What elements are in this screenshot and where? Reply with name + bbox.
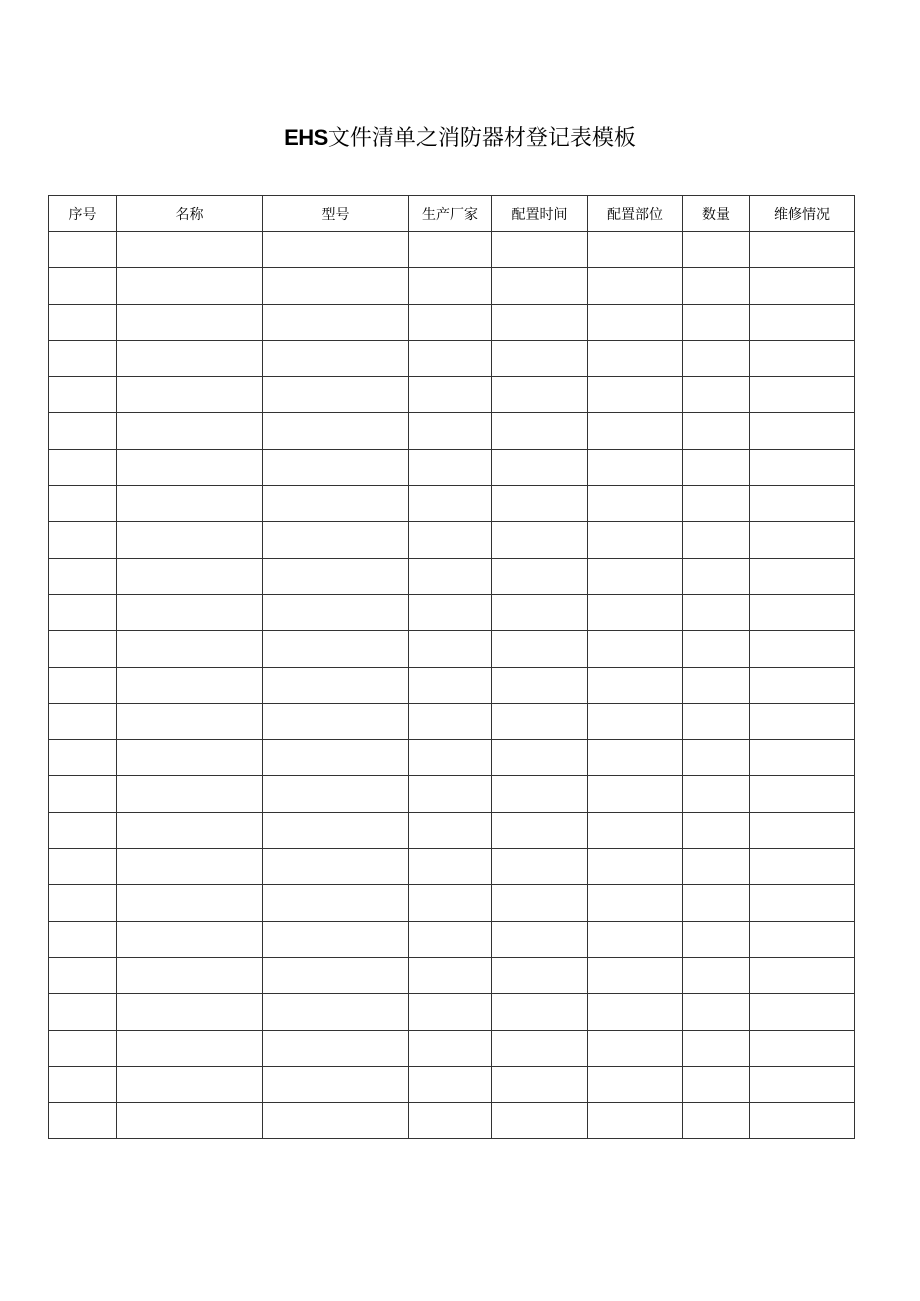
table-cell xyxy=(683,304,750,340)
table-cell xyxy=(492,558,588,594)
table-cell xyxy=(263,631,409,667)
table-cell xyxy=(750,776,855,812)
table-cell xyxy=(683,994,750,1030)
table-cell xyxy=(588,631,683,667)
table-cell xyxy=(117,849,263,885)
table-cell xyxy=(409,340,492,376)
table-cell xyxy=(683,849,750,885)
table-row xyxy=(49,558,855,594)
header-manufacturer: 生产厂家 xyxy=(409,196,492,232)
table-cell xyxy=(263,776,409,812)
table-cell xyxy=(117,486,263,522)
table-cell xyxy=(409,304,492,340)
table-cell xyxy=(492,812,588,848)
table-row xyxy=(49,522,855,558)
table-cell xyxy=(49,268,117,304)
table-cell xyxy=(117,631,263,667)
table-cell xyxy=(750,849,855,885)
table-cell xyxy=(683,957,750,993)
table-row xyxy=(49,1066,855,1102)
table-cell xyxy=(750,340,855,376)
table-cell xyxy=(492,304,588,340)
table-cell xyxy=(263,1030,409,1066)
table-row xyxy=(49,340,855,376)
table-cell xyxy=(263,594,409,630)
table-cell xyxy=(49,594,117,630)
table-cell xyxy=(750,232,855,268)
table-cell xyxy=(263,667,409,703)
table-cell xyxy=(683,1030,750,1066)
table-row xyxy=(49,1103,855,1139)
table-cell xyxy=(683,631,750,667)
table-cell xyxy=(117,594,263,630)
table-cell xyxy=(588,486,683,522)
table-cell xyxy=(683,413,750,449)
table-cell xyxy=(750,304,855,340)
table-cell xyxy=(750,703,855,739)
table-cell xyxy=(409,740,492,776)
table-cell xyxy=(588,340,683,376)
table-cell xyxy=(492,449,588,485)
table-cell xyxy=(263,522,409,558)
header-quantity: 数量 xyxy=(683,196,750,232)
table-cell xyxy=(683,921,750,957)
table-cell xyxy=(409,522,492,558)
table-cell xyxy=(588,1066,683,1102)
table-row xyxy=(49,994,855,1030)
table-cell xyxy=(49,377,117,413)
table-cell xyxy=(49,812,117,848)
table-cell xyxy=(683,268,750,304)
table-cell xyxy=(409,885,492,921)
table-cell xyxy=(263,703,409,739)
table-cell xyxy=(750,268,855,304)
table-cell xyxy=(492,340,588,376)
table-cell xyxy=(409,1066,492,1102)
table-cell xyxy=(117,232,263,268)
table-cell xyxy=(588,522,683,558)
table-cell xyxy=(49,740,117,776)
table-cell xyxy=(492,885,588,921)
table-header-row xyxy=(49,196,855,232)
header-model: 型号 xyxy=(263,196,409,232)
table-cell xyxy=(263,377,409,413)
table-cell xyxy=(49,522,117,558)
table-cell xyxy=(49,921,117,957)
title-main: 文件清单之消防器材登记表模板 xyxy=(327,126,636,151)
table-cell xyxy=(49,1030,117,1066)
table-cell xyxy=(588,776,683,812)
table-cell xyxy=(750,631,855,667)
table-cell xyxy=(49,232,117,268)
title-prefix: EHS xyxy=(284,125,328,150)
table-cell xyxy=(588,703,683,739)
table-cell xyxy=(49,667,117,703)
table-row xyxy=(49,486,855,522)
table-cell xyxy=(409,1103,492,1139)
table-cell xyxy=(492,486,588,522)
table-cell xyxy=(409,776,492,812)
table-cell xyxy=(117,449,263,485)
table-cell xyxy=(492,740,588,776)
table-cell xyxy=(683,703,750,739)
table-cell xyxy=(588,740,683,776)
table-row xyxy=(49,740,855,776)
table-cell xyxy=(492,921,588,957)
table-cell xyxy=(683,594,750,630)
table-cell xyxy=(588,449,683,485)
table-row xyxy=(49,667,855,703)
table-cell xyxy=(117,268,263,304)
table-cell xyxy=(117,1066,263,1102)
table-cell xyxy=(588,921,683,957)
table-cell xyxy=(492,667,588,703)
table-row xyxy=(49,957,855,993)
table-cell xyxy=(117,994,263,1030)
table-cell xyxy=(683,667,750,703)
table-cell xyxy=(409,413,492,449)
table-cell xyxy=(750,740,855,776)
table-cell xyxy=(750,486,855,522)
table-row xyxy=(49,413,855,449)
table-cell xyxy=(49,449,117,485)
table-cell xyxy=(49,413,117,449)
table-row xyxy=(49,703,855,739)
table-cell xyxy=(492,232,588,268)
table-cell xyxy=(683,232,750,268)
table-cell xyxy=(588,667,683,703)
table-cell xyxy=(683,776,750,812)
table-cell xyxy=(409,957,492,993)
table-row xyxy=(49,449,855,485)
table-cell xyxy=(750,994,855,1030)
table-cell xyxy=(683,340,750,376)
table-cell xyxy=(588,1030,683,1066)
table-cell xyxy=(492,849,588,885)
table-cell xyxy=(49,776,117,812)
table-cell xyxy=(117,957,263,993)
table-cell xyxy=(750,522,855,558)
table-cell xyxy=(750,594,855,630)
table-cell xyxy=(263,232,409,268)
table-cell xyxy=(588,377,683,413)
table-cell xyxy=(588,594,683,630)
table-row xyxy=(49,377,855,413)
table-cell xyxy=(588,304,683,340)
table-cell xyxy=(49,631,117,667)
table-cell xyxy=(492,594,588,630)
table-cell xyxy=(683,377,750,413)
table-cell xyxy=(588,232,683,268)
table-row xyxy=(49,304,855,340)
table-cell xyxy=(49,340,117,376)
table-cell xyxy=(492,1066,588,1102)
table-cell xyxy=(263,740,409,776)
table-cell xyxy=(750,885,855,921)
table-row xyxy=(49,232,855,268)
table-cell xyxy=(49,1066,117,1102)
table-cell xyxy=(117,522,263,558)
table-cell xyxy=(750,377,855,413)
table-cell xyxy=(49,849,117,885)
table-cell xyxy=(117,667,263,703)
table-row xyxy=(49,776,855,812)
table-cell xyxy=(409,812,492,848)
table-cell xyxy=(750,1066,855,1102)
table-cell xyxy=(588,268,683,304)
table-cell xyxy=(750,1030,855,1066)
table-cell xyxy=(263,413,409,449)
header-maintenance-status: 维修情况 xyxy=(750,196,855,232)
table-cell xyxy=(49,885,117,921)
table-cell xyxy=(492,1030,588,1066)
table-row xyxy=(49,631,855,667)
table-cell xyxy=(117,1030,263,1066)
table-cell xyxy=(263,849,409,885)
table-cell xyxy=(49,703,117,739)
table-cell xyxy=(750,667,855,703)
table-cell xyxy=(588,957,683,993)
table-cell xyxy=(49,486,117,522)
table-cell xyxy=(49,304,117,340)
table-cell xyxy=(263,268,409,304)
table-cell xyxy=(683,558,750,594)
table-cell xyxy=(683,812,750,848)
table-cell xyxy=(263,340,409,376)
table-cell xyxy=(117,812,263,848)
table-cell xyxy=(683,1103,750,1139)
table-cell xyxy=(263,812,409,848)
table-cell xyxy=(263,885,409,921)
table-cell xyxy=(409,377,492,413)
table-cell xyxy=(492,703,588,739)
table-cell xyxy=(117,703,263,739)
fire-equipment-register-table xyxy=(48,195,855,1139)
table-cell xyxy=(750,413,855,449)
table-cell xyxy=(49,1103,117,1139)
table-cell xyxy=(409,486,492,522)
header-name: 名称 xyxy=(117,196,263,232)
page-title xyxy=(0,120,920,157)
table-cell xyxy=(117,377,263,413)
table-cell xyxy=(117,558,263,594)
table-cell xyxy=(117,885,263,921)
table-cell xyxy=(492,631,588,667)
table-cell xyxy=(750,449,855,485)
table-cell xyxy=(588,885,683,921)
table-cell xyxy=(492,522,588,558)
table-cell xyxy=(263,1103,409,1139)
table-cell xyxy=(750,921,855,957)
table-cell xyxy=(683,486,750,522)
table-row xyxy=(49,921,855,957)
table-cell xyxy=(409,703,492,739)
table-cell xyxy=(409,268,492,304)
table-row xyxy=(49,885,855,921)
table-cell xyxy=(409,232,492,268)
table-row xyxy=(49,594,855,630)
table-cell xyxy=(492,1103,588,1139)
table-cell xyxy=(683,885,750,921)
table-cell xyxy=(683,522,750,558)
table-cell xyxy=(683,449,750,485)
table-cell xyxy=(588,994,683,1030)
table-cell xyxy=(492,413,588,449)
table-cell xyxy=(588,849,683,885)
table-cell xyxy=(492,377,588,413)
table-cell xyxy=(750,957,855,993)
table-cell xyxy=(263,1066,409,1102)
header-serial-number: 序号 xyxy=(49,196,117,232)
table-cell xyxy=(588,413,683,449)
table-cell xyxy=(588,812,683,848)
table-row xyxy=(49,849,855,885)
table-cell xyxy=(750,812,855,848)
table-cell xyxy=(492,957,588,993)
table-cell xyxy=(409,1030,492,1066)
table-body xyxy=(49,232,855,1139)
table-row xyxy=(49,268,855,304)
table-cell xyxy=(409,558,492,594)
table-cell xyxy=(117,921,263,957)
table-cell xyxy=(409,631,492,667)
table-cell xyxy=(263,558,409,594)
table-cell xyxy=(263,921,409,957)
table-cell xyxy=(263,994,409,1030)
table-cell xyxy=(409,594,492,630)
table-cell xyxy=(588,1103,683,1139)
table-cell xyxy=(492,994,588,1030)
table-cell xyxy=(117,740,263,776)
table-cell xyxy=(409,667,492,703)
table-cell xyxy=(49,957,117,993)
table-cell xyxy=(492,776,588,812)
table-cell xyxy=(263,304,409,340)
table-cell xyxy=(683,1066,750,1102)
header-installation-date: 配置时间 xyxy=(492,196,588,232)
table-cell xyxy=(750,1103,855,1139)
table-cell xyxy=(409,994,492,1030)
table-cell xyxy=(750,558,855,594)
table-cell xyxy=(263,486,409,522)
table-cell xyxy=(409,921,492,957)
table-cell xyxy=(263,957,409,993)
table-cell xyxy=(117,340,263,376)
table-cell xyxy=(492,268,588,304)
table-row xyxy=(49,812,855,848)
table-cell xyxy=(117,776,263,812)
table-cell xyxy=(409,449,492,485)
table-cell xyxy=(49,558,117,594)
header-location: 配置部位 xyxy=(588,196,683,232)
table-row xyxy=(49,1030,855,1066)
table-cell xyxy=(409,849,492,885)
table-cell xyxy=(263,449,409,485)
table-cell xyxy=(117,1103,263,1139)
table-cell xyxy=(683,740,750,776)
table-cell xyxy=(117,413,263,449)
table-cell xyxy=(588,558,683,594)
table-cell xyxy=(117,304,263,340)
table-cell xyxy=(49,994,117,1030)
